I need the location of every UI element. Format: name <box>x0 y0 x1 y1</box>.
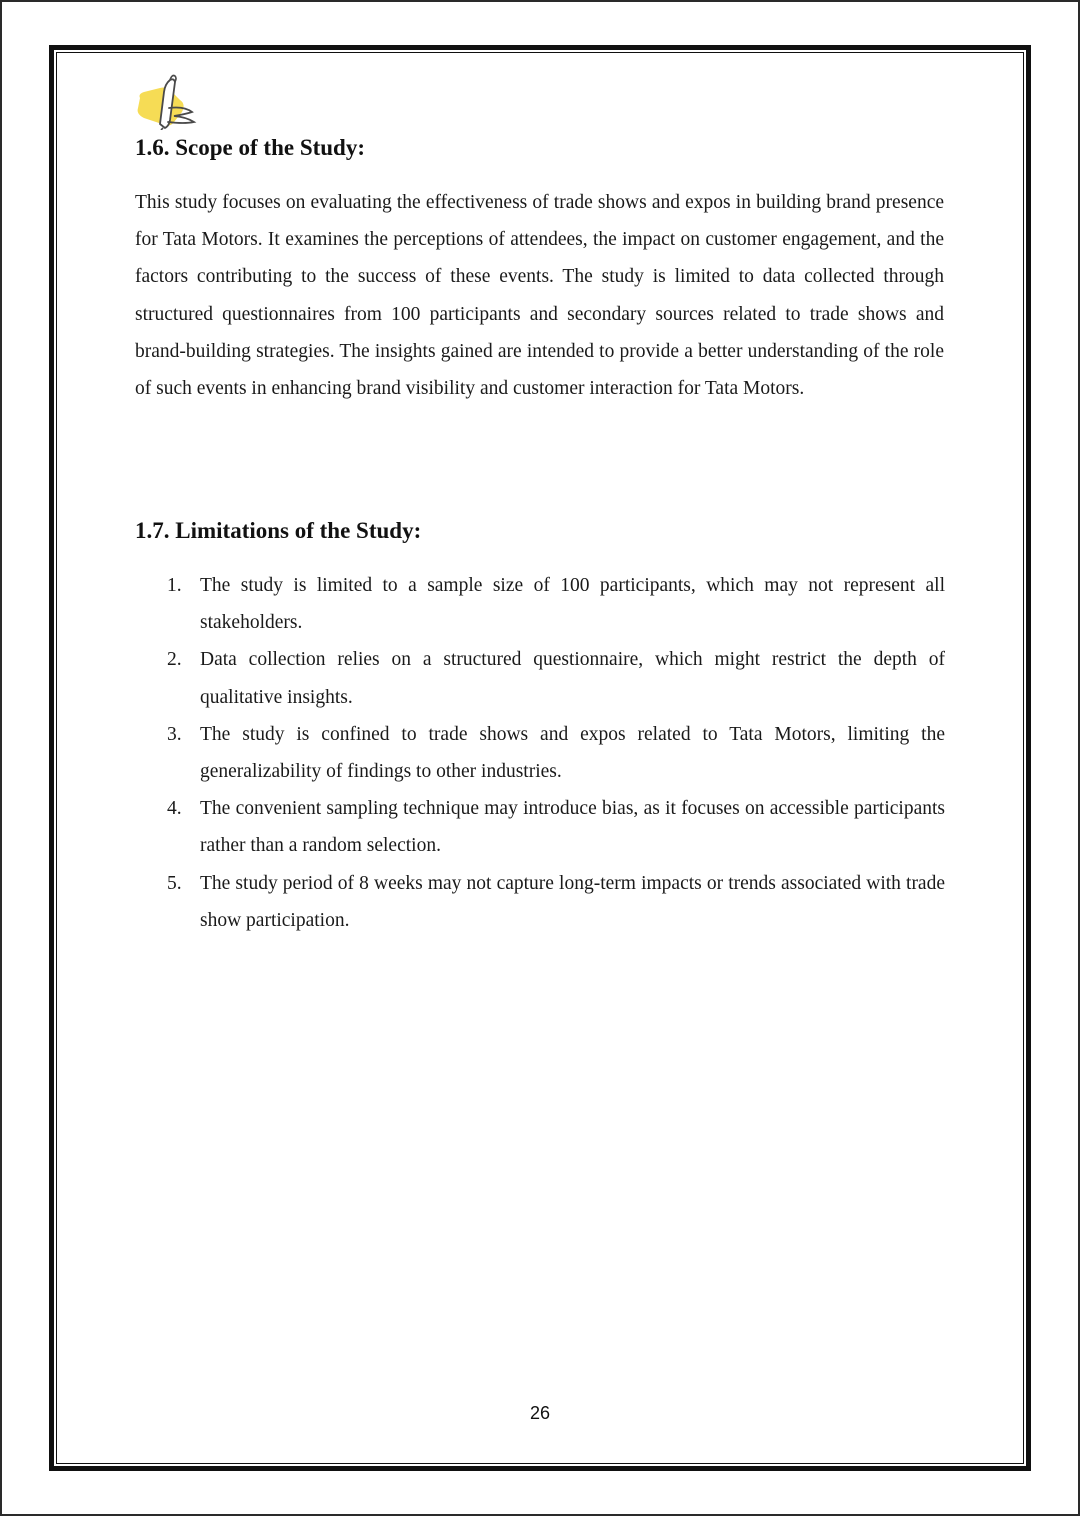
limitations-list <box>135 567 945 939</box>
list-item-number: 3. <box>167 723 182 745</box>
list-item <box>135 716 945 790</box>
list-item-text: The study is limited to a sample size of 100 participants, which may not represent all stakeholders. <box>200 575 945 634</box>
list-item-number: 2. <box>167 649 182 671</box>
list-item <box>135 865 945 939</box>
scope-heading: 1.6. Scope of the Study: <box>135 135 366 160</box>
list-item-text: The study period of 8 weeks may not capture long-term impacts or trends associated with trade show participation. <box>200 872 945 931</box>
list-item <box>135 567 945 641</box>
list-item-text: The convenient sampling technique may introduce bias, as it focuses on accessible participants rather than a random selection. <box>200 798 945 857</box>
scope-paragraph: This study focuses on evaluating the effectiveness of trade shows and expos in building brand presence for Tata Motors. It examines the perceptions of attendees, the impact on customer engagement, and the factors contributing to the success of these events. The study is limited to data collected through structured questionnaires from 100 participants and secondary sources related to trade shows and brand-building strategies. The insights gained are intended to provide a better understanding of the role of such events in enhancing brand visibility and customer interaction for Tata Motors. <box>135 192 944 400</box>
list-item-text: Data collection relies on a structured questionnaire, which might restrict the depth of qualitative insights. <box>200 649 945 708</box>
list-item <box>135 790 945 864</box>
list-item-text: The study is confined to trade shows and expos related to Tata Motors, limiting the generalizability of findings to other industries. <box>200 723 945 783</box>
list-item-number: 4. <box>167 798 182 820</box>
pen-writing-icon <box>134 70 200 130</box>
list-item-number: 1. <box>167 575 182 596</box>
limitations-heading: 1.7. Limitations of the Study: <box>135 518 422 543</box>
list-item <box>135 641 945 715</box>
list-item-number: 5. <box>167 872 182 894</box>
page-number: 26 <box>529 1403 551 1423</box>
